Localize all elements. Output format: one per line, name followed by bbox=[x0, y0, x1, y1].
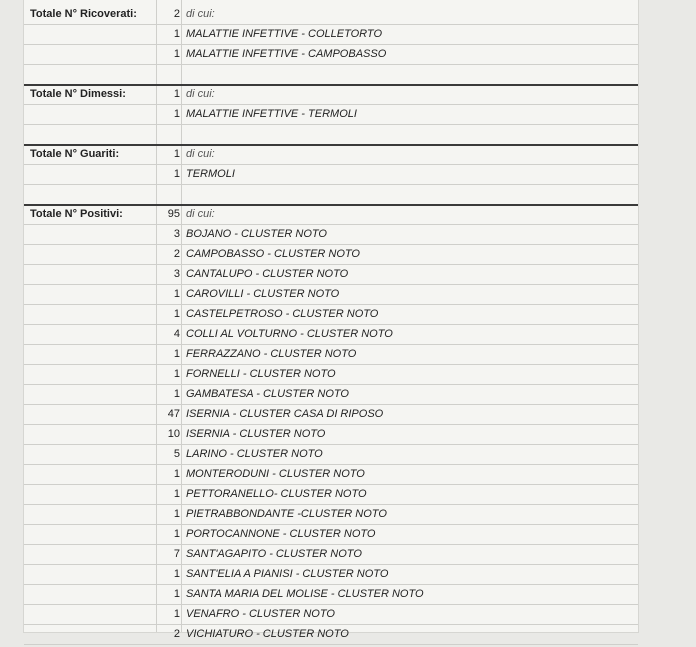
item-count: 1 bbox=[173, 568, 180, 580]
section-label: Totale N° Dimessi: bbox=[30, 88, 126, 100]
item-count: 1 bbox=[173, 28, 180, 40]
of-which-label: di cui: bbox=[186, 148, 215, 160]
item-count: 1 bbox=[173, 288, 180, 300]
item-description: MALATTIE INFETTIVE - TERMOLI bbox=[186, 108, 357, 120]
item-count: 3 bbox=[173, 268, 180, 280]
item-description: MALATTIE INFETTIVE - COLLETORTO bbox=[186, 28, 382, 40]
section-total: 1 bbox=[173, 148, 180, 160]
item-description: MONTERODUNI - CLUSTER NOTO bbox=[186, 468, 365, 480]
table-row bbox=[24, 484, 638, 505]
table-row bbox=[24, 264, 638, 285]
item-count: 5 bbox=[173, 448, 180, 460]
table-row bbox=[24, 284, 638, 305]
item-description: PETTORANELLO- CLUSTER NOTO bbox=[186, 488, 367, 500]
section-header-row bbox=[24, 144, 638, 165]
table-row bbox=[24, 164, 638, 185]
item-count: 2 bbox=[173, 248, 180, 260]
spacer-row bbox=[24, 124, 638, 146]
table-row bbox=[24, 424, 638, 445]
item-description: LARINO - CLUSTER NOTO bbox=[186, 448, 323, 460]
item-count: 4 bbox=[173, 328, 180, 340]
item-count: 1 bbox=[173, 48, 180, 60]
table-row bbox=[24, 624, 638, 645]
item-description: CANTALUPO - CLUSTER NOTO bbox=[186, 268, 349, 280]
section-total: 1 bbox=[173, 88, 180, 100]
item-count: 1 bbox=[173, 348, 180, 360]
document-sheet bbox=[24, 0, 638, 640]
section-header-row bbox=[24, 204, 638, 225]
table-row bbox=[24, 44, 638, 65]
item-description: ISERNIA - CLUSTER CASA DI RIPOSO bbox=[186, 408, 384, 420]
item-description: GAMBATESA - CLUSTER NOTO bbox=[186, 388, 349, 400]
item-description: PORTOCANNONE - CLUSTER NOTO bbox=[186, 528, 376, 540]
item-description: VICHIATURO - CLUSTER NOTO bbox=[186, 628, 349, 640]
table-row bbox=[24, 524, 638, 545]
item-count: 7 bbox=[173, 548, 180, 560]
item-description: BOJANO - CLUSTER NOTO bbox=[186, 228, 327, 240]
item-description: CAMPOBASSO - CLUSTER NOTO bbox=[186, 248, 360, 260]
spacer-row bbox=[24, 184, 638, 206]
section-total: 2 bbox=[173, 8, 180, 20]
table-row bbox=[24, 104, 638, 125]
report-table bbox=[24, 0, 638, 640]
item-description: SANT'AGAPITO - CLUSTER NOTO bbox=[186, 548, 362, 560]
item-description: COLLI AL VOLTURNO - CLUSTER NOTO bbox=[186, 328, 393, 340]
table-row bbox=[24, 364, 638, 385]
of-which-label: di cui: bbox=[186, 208, 215, 220]
table-row bbox=[24, 404, 638, 425]
of-which-label: di cui: bbox=[186, 8, 215, 20]
item-count: 1 bbox=[173, 488, 180, 500]
item-description: MALATTIE INFETTIVE - CAMPOBASSO bbox=[186, 48, 387, 60]
item-description: SANTA MARIA DEL MOLISE - CLUSTER NOTO bbox=[186, 588, 424, 600]
item-description: CAROVILLI - CLUSTER NOTO bbox=[186, 288, 340, 300]
item-description: VENAFRO - CLUSTER NOTO bbox=[186, 608, 335, 620]
item-count: 1 bbox=[173, 168, 180, 180]
item-count: 2 bbox=[173, 628, 180, 640]
item-count: 1 bbox=[173, 508, 180, 520]
item-description: ISERNIA - CLUSTER NOTO bbox=[186, 428, 326, 440]
item-count: 1 bbox=[173, 608, 180, 620]
of-which-label: di cui: bbox=[186, 88, 215, 100]
spacer-row bbox=[24, 64, 638, 86]
table-row bbox=[24, 564, 638, 585]
table-row bbox=[24, 384, 638, 405]
item-description: FERRAZZANO - CLUSTER NOTO bbox=[186, 348, 357, 360]
table-row bbox=[24, 464, 638, 485]
item-count: 1 bbox=[173, 108, 180, 120]
item-count: 3 bbox=[173, 228, 180, 240]
table-row bbox=[24, 504, 638, 525]
table-row bbox=[24, 224, 638, 245]
table-row bbox=[24, 344, 638, 365]
item-count: 1 bbox=[173, 588, 180, 600]
item-count: 1 bbox=[173, 308, 180, 320]
item-count: 1 bbox=[173, 388, 180, 400]
section-label: Totale N° Positivi: bbox=[30, 208, 123, 220]
table-row bbox=[24, 584, 638, 605]
item-count: 10 bbox=[167, 428, 180, 440]
section-header-row bbox=[24, 4, 638, 25]
table-row bbox=[24, 604, 638, 625]
section-total: 95 bbox=[167, 208, 180, 220]
item-description: PIETRABBONDANTE -CLUSTER NOTO bbox=[186, 508, 387, 520]
item-description: SANT'ELIA A PIANISI - CLUSTER NOTO bbox=[186, 568, 389, 580]
item-description: FORNELLI - CLUSTER NOTO bbox=[186, 368, 336, 380]
table-row bbox=[24, 244, 638, 265]
item-count: 1 bbox=[173, 368, 180, 380]
section-label: Totale N° Guariti: bbox=[30, 148, 120, 160]
section-label: Totale N° Ricoverati: bbox=[30, 8, 137, 20]
table-row bbox=[24, 304, 638, 325]
item-count: 1 bbox=[173, 468, 180, 480]
item-count: 1 bbox=[173, 528, 180, 540]
item-description: CASTELPETROSO - CLUSTER NOTO bbox=[186, 308, 379, 320]
table-row bbox=[24, 444, 638, 465]
table-row bbox=[24, 24, 638, 45]
item-count: 47 bbox=[167, 408, 180, 420]
section-header-row bbox=[24, 84, 638, 105]
item-description: TERMOLI bbox=[186, 168, 235, 180]
table-row bbox=[24, 324, 638, 345]
table-row bbox=[24, 544, 638, 565]
